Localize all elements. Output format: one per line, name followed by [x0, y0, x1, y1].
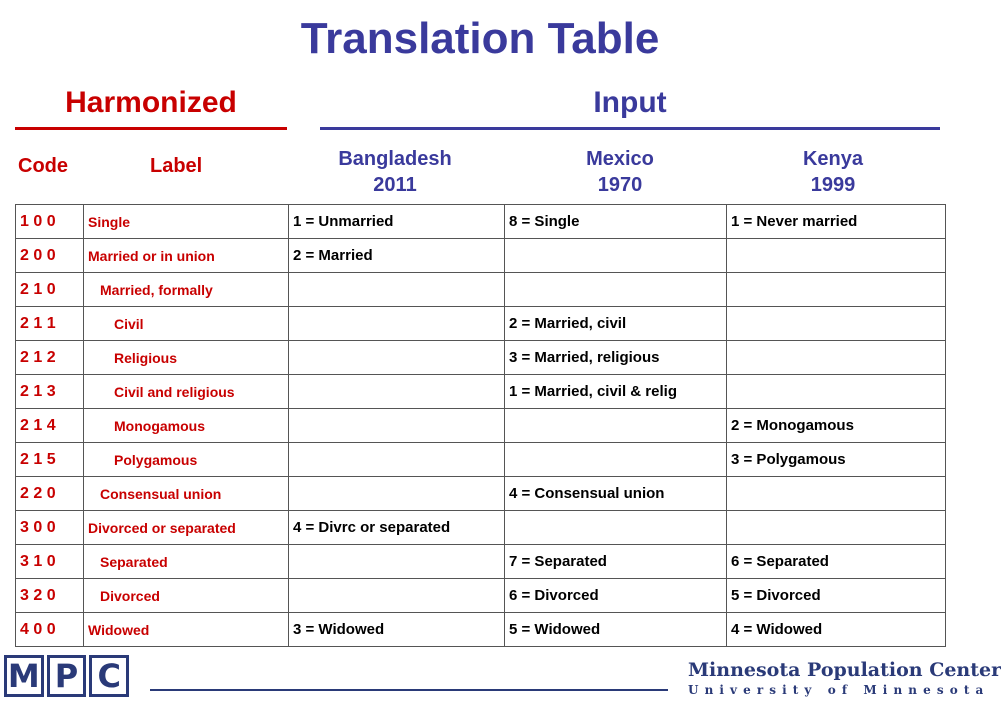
label-cell: Divorced — [84, 579, 289, 613]
table-row — [16, 273, 946, 307]
kenya-cell: 6 = Separated — [727, 545, 946, 579]
country-name: Bangladesh — [338, 148, 452, 170]
label-cell: Civil — [84, 307, 289, 341]
bangladesh-cell — [289, 545, 505, 579]
bangladesh-cell — [289, 409, 505, 443]
code-cell: 2 0 0 — [16, 239, 84, 273]
harmonized-heading: Harmonized — [65, 86, 237, 119]
code-cell: 1 0 0 — [16, 205, 84, 239]
logo-letter: C — [89, 655, 129, 697]
bangladesh-cell: 4 = Divrc or separated — [289, 511, 505, 545]
kenya-cell — [727, 307, 946, 341]
bangladesh-cell — [289, 477, 505, 511]
code-cell: 3 2 0 — [16, 579, 84, 613]
label-cell: Monogamous — [84, 409, 289, 443]
code-cell: 2 2 0 — [16, 477, 84, 511]
country-name: Kenya — [802, 148, 864, 170]
code-cell: 3 1 0 — [16, 545, 84, 579]
mexico-cell: 6 = Divorced — [505, 579, 727, 613]
bangladesh-cell — [289, 443, 505, 477]
table-row — [16, 205, 946, 239]
bangladesh-cell: 2 = Married — [289, 239, 505, 273]
kenya-cell — [727, 511, 946, 545]
mpc-logo — [4, 655, 132, 697]
country-year: 2011 — [373, 174, 417, 196]
country-name: Mexico — [586, 148, 654, 170]
mexico-cell — [505, 409, 727, 443]
table-row — [16, 341, 946, 375]
table-row — [16, 307, 946, 341]
code-cell: 2 1 2 — [16, 341, 84, 375]
label-cell: Consensual union — [84, 477, 289, 511]
kenya-cell: 3 = Polygamous — [727, 443, 946, 477]
mexico-cell — [505, 511, 727, 545]
bangladesh-cell — [289, 273, 505, 307]
mexico-cell: 1 = Married, civil & relig — [505, 375, 727, 409]
logo-letter: P — [47, 655, 87, 697]
bangladesh-cell: 3 = Widowed — [289, 613, 505, 647]
table-row — [16, 579, 946, 613]
bangladesh-column-header — [295, 146, 495, 198]
translation-table — [15, 204, 946, 647]
code-cell: 2 1 0 — [16, 273, 84, 307]
org-name: Minnesota Population Center — [688, 659, 1001, 681]
bangladesh-cell: 1 = Unmarried — [289, 205, 505, 239]
label-cell: Married or in union — [84, 239, 289, 273]
kenya-cell — [727, 273, 946, 307]
bangladesh-cell — [289, 341, 505, 375]
input-heading: Input — [593, 86, 667, 119]
kenya-cell: 2 = Monogamous — [727, 409, 946, 443]
mexico-cell — [505, 273, 727, 307]
kenya-cell: 5 = Divorced — [727, 579, 946, 613]
footer-divider — [150, 689, 668, 691]
mexico-cell — [505, 239, 727, 273]
bangladesh-cell — [289, 375, 505, 409]
label-column-header: Label — [150, 155, 203, 177]
table-row — [16, 443, 946, 477]
mexico-cell: 7 = Separated — [505, 545, 727, 579]
kenya-cell — [727, 477, 946, 511]
code-cell: 3 0 0 — [16, 511, 84, 545]
table-row — [16, 545, 946, 579]
code-column-header: Code — [18, 155, 68, 177]
mexico-cell: 2 = Married, civil — [505, 307, 727, 341]
label-cell: Religious — [84, 341, 289, 375]
label-cell: Divorced or separated — [84, 511, 289, 545]
code-cell: 2 1 4 — [16, 409, 84, 443]
mexico-column-header — [520, 146, 720, 198]
kenya-cell: 4 = Widowed — [727, 613, 946, 647]
kenya-cell — [727, 375, 946, 409]
label-cell: Civil and religious — [84, 375, 289, 409]
country-year: 1999 — [810, 174, 856, 196]
page-title: Translation Table — [300, 14, 660, 63]
mexico-cell: 4 = Consensual union — [505, 477, 727, 511]
input-underline — [320, 127, 940, 130]
table-row — [16, 511, 946, 545]
code-cell: 2 1 3 — [16, 375, 84, 409]
table-row — [16, 477, 946, 511]
mexico-cell: 5 = Widowed — [505, 613, 727, 647]
code-cell: 2 1 1 — [16, 307, 84, 341]
table-row — [16, 613, 946, 647]
label-cell: Widowed — [84, 613, 289, 647]
university-name: University of Minnesota — [688, 683, 990, 697]
label-cell: Separated — [84, 545, 289, 579]
kenya-cell — [727, 239, 946, 273]
country-year: 1970 — [597, 174, 643, 196]
label-cell: Single — [84, 205, 289, 239]
label-cell: Polygamous — [84, 443, 289, 477]
mexico-cell: 3 = Married, religious — [505, 341, 727, 375]
harmonized-underline — [15, 127, 287, 130]
mexico-cell: 8 = Single — [505, 205, 727, 239]
code-cell: 2 1 5 — [16, 443, 84, 477]
label-cell: Married, formally — [84, 273, 289, 307]
kenya-cell: 1 = Never married — [727, 205, 946, 239]
table-row — [16, 375, 946, 409]
kenya-column-header — [733, 146, 933, 198]
bangladesh-cell — [289, 307, 505, 341]
code-cell: 4 0 0 — [16, 613, 84, 647]
bangladesh-cell — [289, 579, 505, 613]
mexico-cell — [505, 443, 727, 477]
table-row — [16, 409, 946, 443]
logo-letter: M — [4, 655, 44, 697]
table-row — [16, 239, 946, 273]
kenya-cell — [727, 341, 946, 375]
